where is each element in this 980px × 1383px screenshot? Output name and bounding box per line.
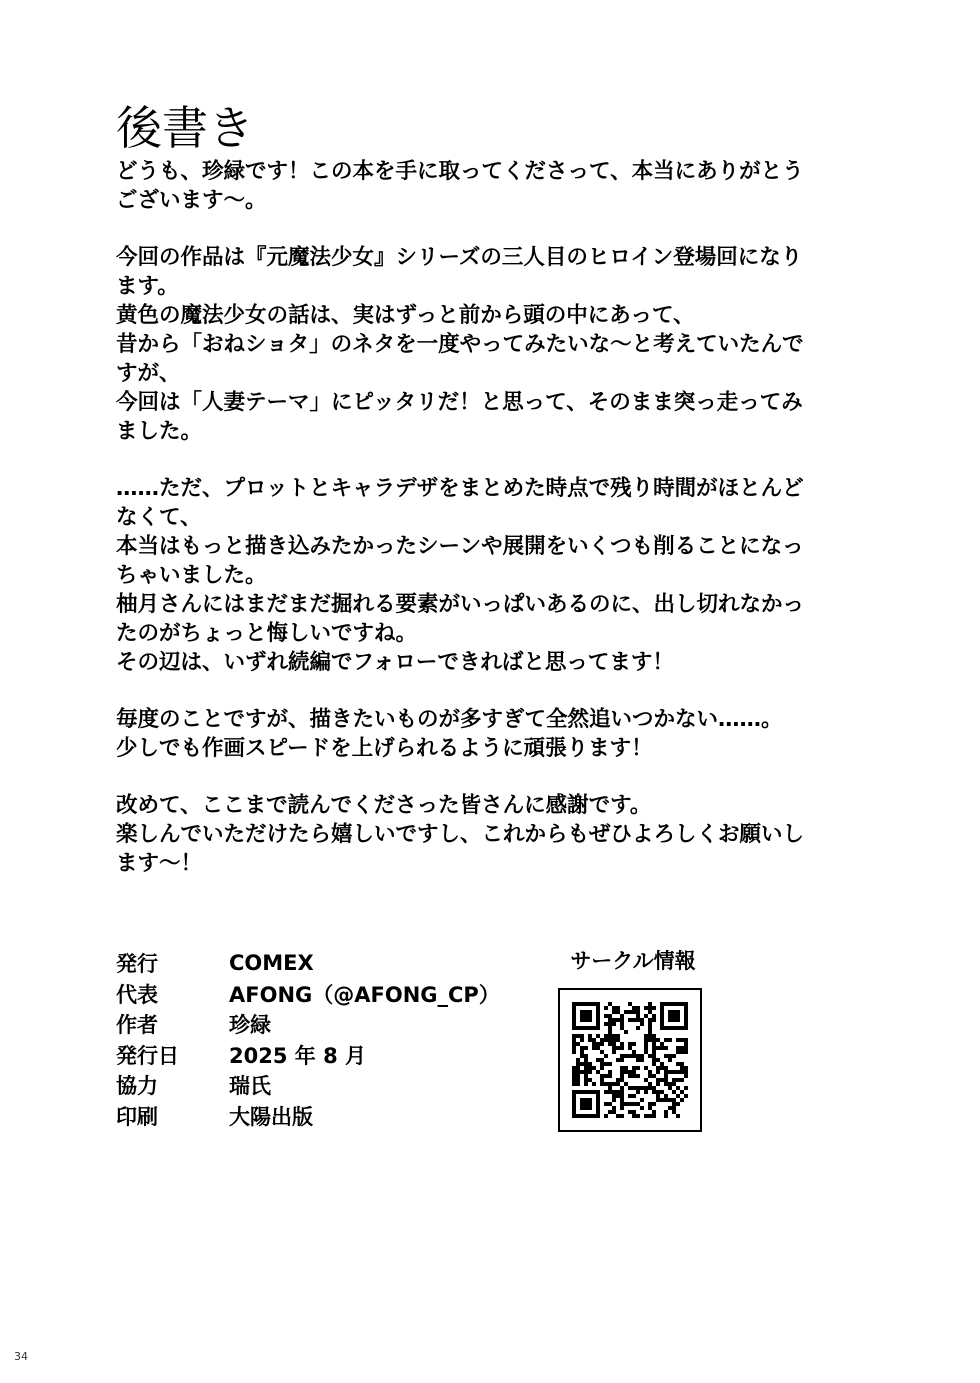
paragraph-1 — [116, 157, 856, 215]
colophon — [116, 948, 500, 1131]
colophon-row — [116, 1009, 500, 1040]
paragraph-5 — [116, 791, 856, 878]
colophon-value: COMEX — [229, 951, 314, 976]
colophon-value: 大陽出版 — [229, 1104, 313, 1129]
paragraph-2 — [116, 243, 856, 446]
colophon-label: 発行 — [116, 952, 158, 977]
text-line: すが、 — [116, 361, 181, 386]
text-line: 本当はもっと描き込みたかったシーンや展開をいくつも削ることになっ — [116, 534, 804, 559]
qr-code-icon[interactable] — [558, 988, 702, 1132]
colophon-row — [116, 979, 500, 1010]
circle-info — [558, 946, 708, 976]
colophon-value: 2025 年 8 月 — [229, 1043, 366, 1068]
text-line: 柚月さんにはまだまだ掘れる要素がいっぱいあるのに、出し切れなかっ — [116, 592, 805, 617]
text-line: ございます〜。 — [116, 188, 267, 213]
text-line: たのがちょっと悔しいですね。 — [116, 621, 418, 646]
text-line: ました。 — [116, 419, 203, 444]
text-line: その辺は、いずれ続編でフォローできればと思ってます！ — [116, 650, 674, 675]
paragraph-3 — [116, 474, 856, 677]
text-line: 改めて、ここまで読んでくださった皆さんに感謝です。 — [116, 793, 652, 818]
afterword-body — [116, 157, 856, 906]
colophon-label: 作者 — [116, 1013, 158, 1038]
paragraph-4 — [116, 705, 856, 763]
colophon-label: 協力 — [116, 1074, 158, 1099]
text-line: ます〜！ — [116, 851, 203, 876]
text-line: 少しでも作画スピードを上げられるように頑張ります！ — [116, 736, 653, 761]
colophon-row — [116, 1101, 500, 1132]
qr-code-image — [572, 1002, 688, 1118]
page-title: 後書き — [116, 101, 254, 155]
colophon-value: 瑞氏 — [229, 1074, 271, 1099]
colophon-value: AFONG（@AFONG_CP） — [229, 982, 500, 1007]
colophon-label: 発行日 — [116, 1043, 179, 1068]
text-line: 今回は「人妻テーマ」にピッタリだ！と思って、そのまま突っ走ってみ — [116, 390, 803, 415]
text-line: ます。 — [116, 274, 179, 299]
colophon-label: 代表 — [116, 982, 158, 1007]
text-line: どうも、珍緑です！この本を手に取ってくださって、本当にありがとう — [116, 159, 804, 184]
text-line: 毎度のことですが、描きたいものが多すぎて全然追いつかない……。 — [116, 707, 783, 732]
circle-info-label: サークル情報 — [570, 949, 696, 973]
colophon-label: 印刷 — [116, 1104, 158, 1129]
text-line: 黄色の魔法少女の話は、実はずっと前から頭の中にあって、 — [116, 303, 695, 328]
text-line: 楽しんでいただけたら嬉しいですし、これからもぜひよろしくお願いし — [116, 822, 805, 847]
colophon-row — [116, 948, 500, 979]
page-number: 34 — [14, 1350, 28, 1363]
colophon-row — [116, 1070, 500, 1101]
text-line: ……ただ、プロットとキャラデザをまとめた時点で残り時間がほとんど — [116, 476, 804, 501]
text-line: 今回の作品は『元魔法少女』シリーズの三人目のヒロイン登場回になり — [116, 245, 803, 270]
text-line: なくて、 — [116, 505, 202, 530]
text-line: ちゃいました。 — [116, 563, 267, 588]
text-line: 昔から「おねショタ」のネタを一度やってみたいな〜と考えていたんで — [116, 332, 804, 357]
colophon-value: 珍緑 — [229, 1013, 271, 1038]
colophon-row — [116, 1040, 500, 1071]
